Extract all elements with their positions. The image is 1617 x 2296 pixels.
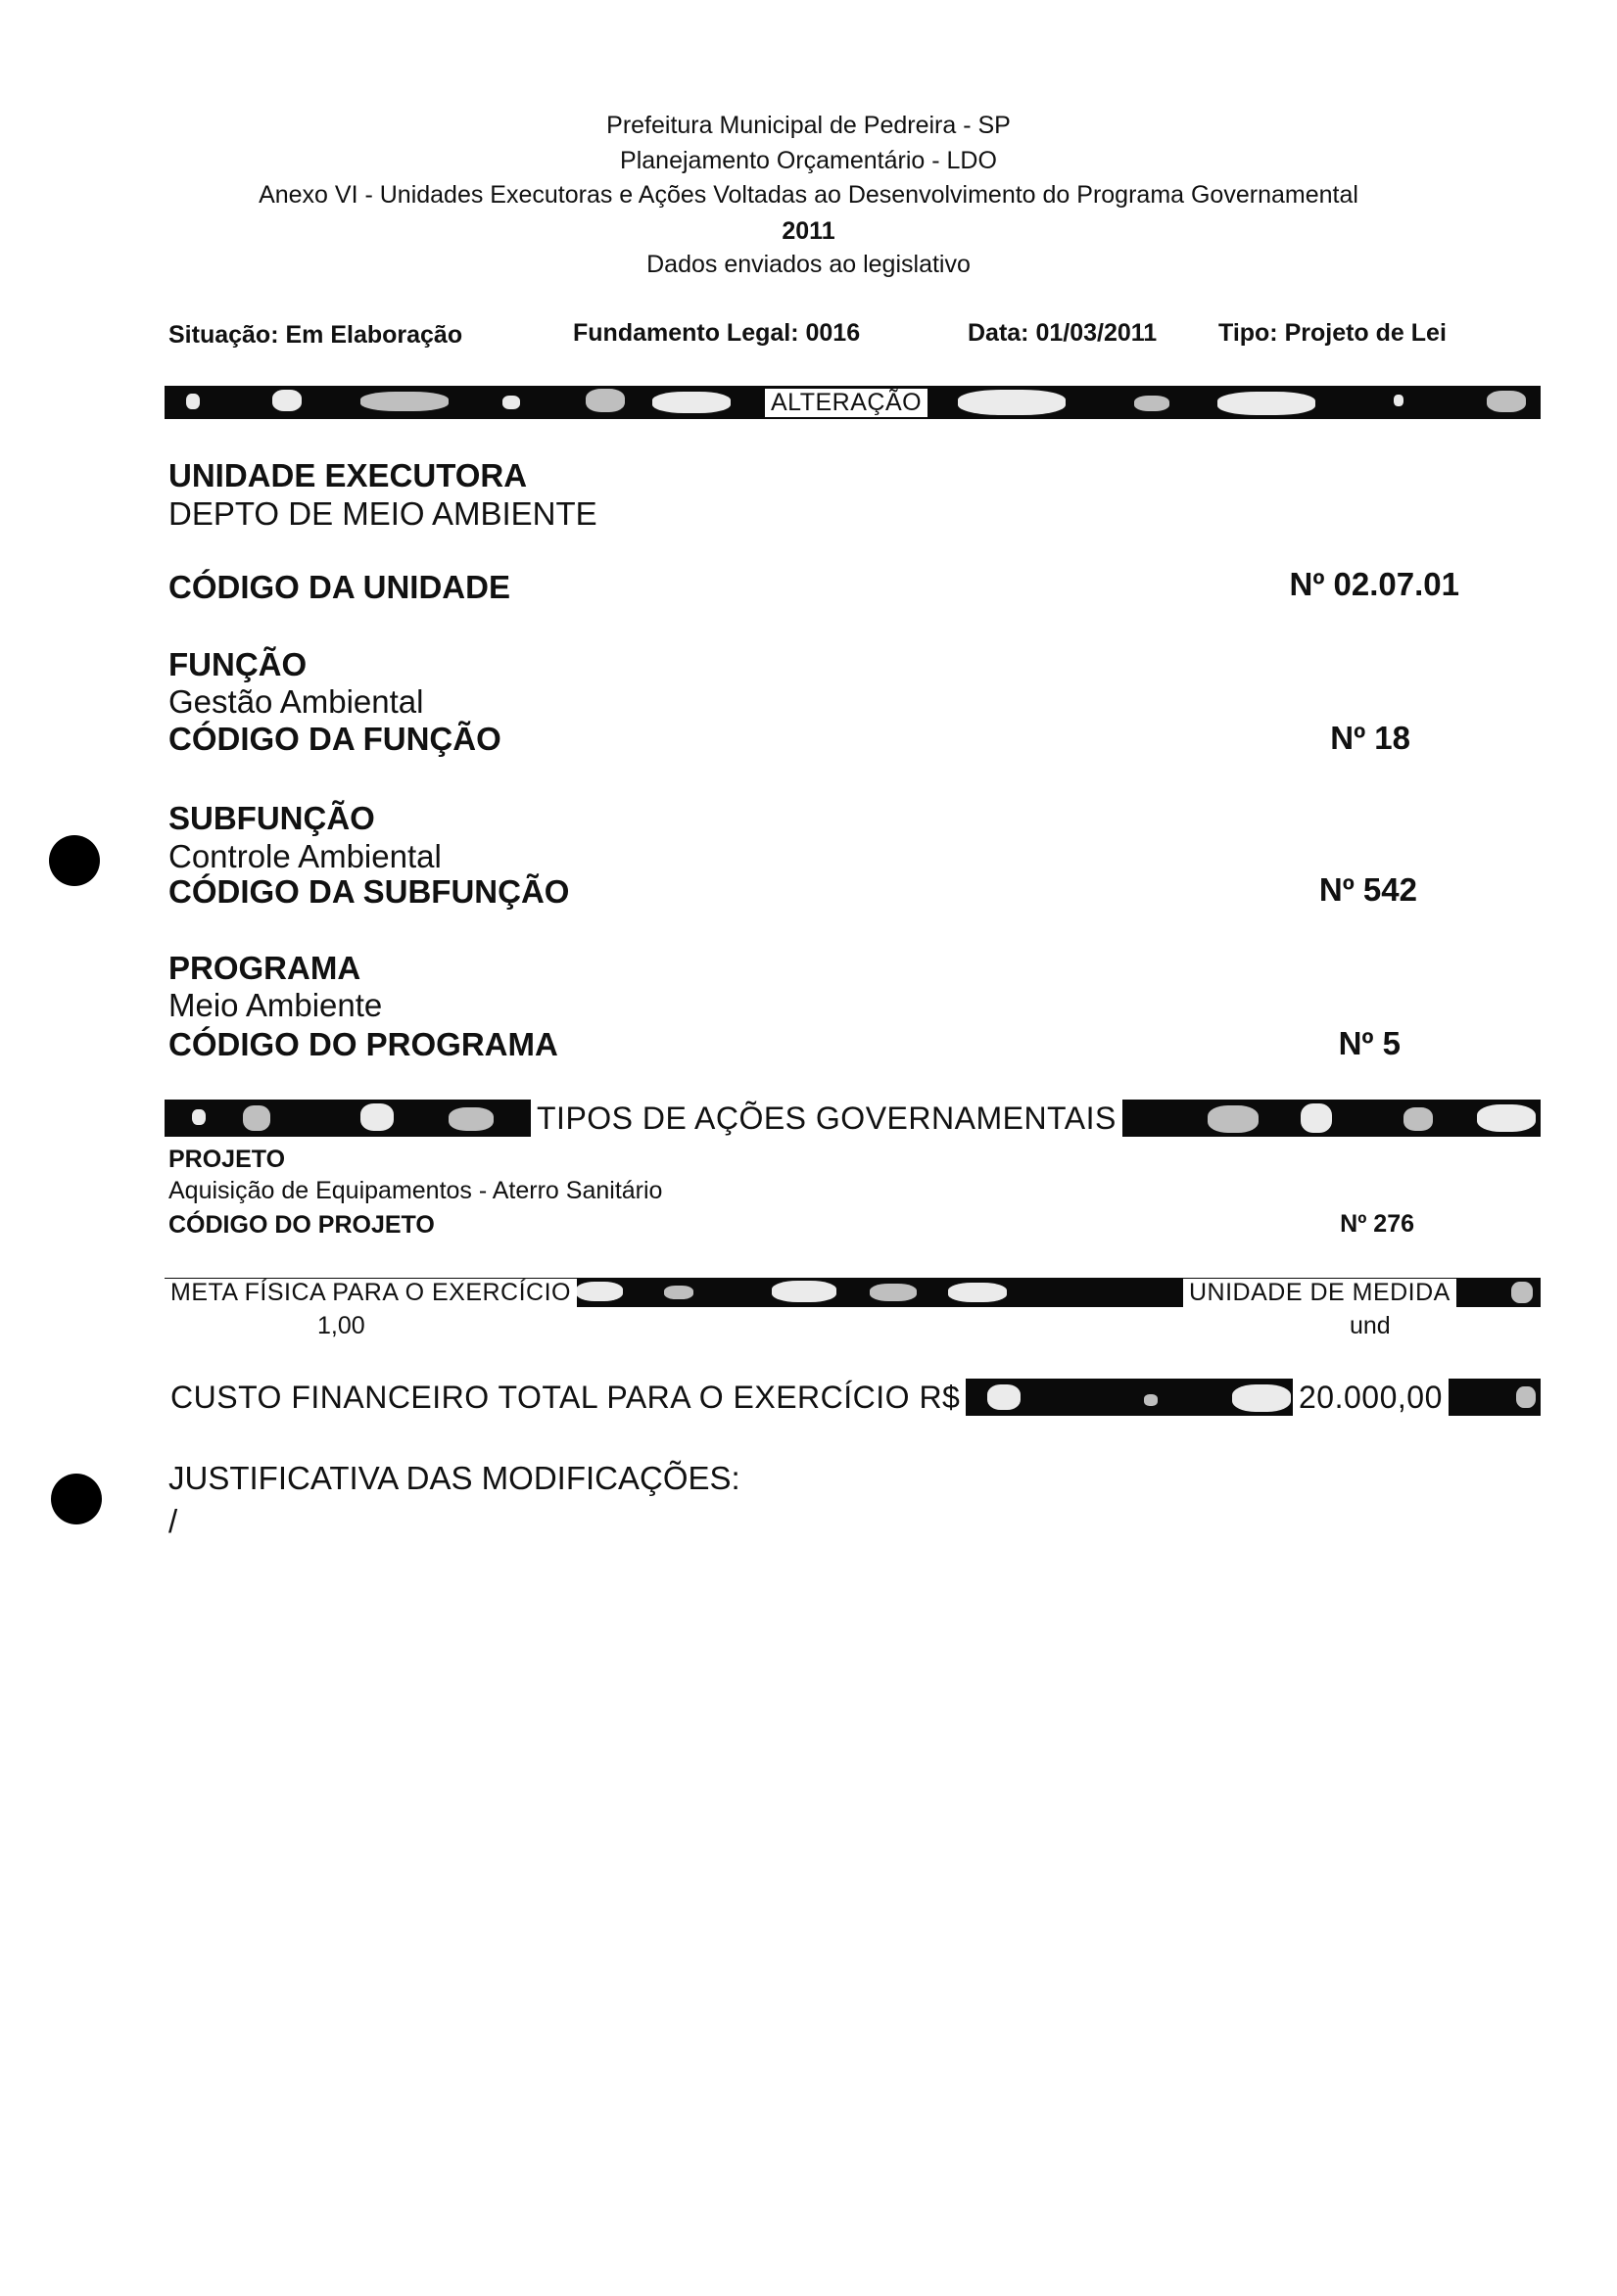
meta-fisica-value: 1,00 (317, 1312, 365, 1339)
header-line-anexo: Anexo VI - Unidades Executoras e Ações Voltadas ao Desenvolvimento do Programa Governamental (259, 181, 1358, 209)
custo-title: CUSTO FINANCEIRO TOTAL PARA O EXERCÍCIO R$ (165, 1379, 966, 1416)
header-line-planejamento: Planejamento Orçamentário - LDO (620, 147, 997, 174)
unidade-value: DEPTO DE MEIO AMBIENTE (168, 495, 597, 532)
unidade-heading: UNIDADE EXECUTORA (168, 457, 528, 493)
projeto-value: Aquisição de Equipamentos - Aterro Sanitário (168, 1177, 663, 1204)
situacao-label: Situação: Em Elaboração (168, 321, 463, 349)
meta-fisica-bar (165, 1278, 1541, 1307)
tipos-acoes-bar (165, 1100, 1541, 1137)
unidade-medida-value: und (1350, 1312, 1391, 1339)
fundamento-label: Fundamento Legal: 0016 (573, 319, 861, 347)
programa-heading: PROGRAMA (168, 950, 361, 986)
header-line-prefeitura: Prefeitura Municipal de Pedreira - SP (606, 112, 1011, 139)
codigo-unidade-label: CÓDIGO DA UNIDADE (168, 569, 510, 605)
codigo-projeto-label: CÓDIGO DO PROJETO (168, 1211, 435, 1239)
funcao-heading: FUNÇÃO (168, 646, 308, 682)
alteracao-bar (165, 386, 1541, 419)
tipo-label: Tipo: Projeto de Lei (1218, 319, 1447, 347)
custo-bar (165, 1379, 1541, 1416)
codigo-funcao-label: CÓDIGO DA FUNÇÃO (168, 721, 501, 757)
subfuncao-value: Controle Ambiental (168, 838, 442, 874)
alteracao-title: ALTERAÇÃO (765, 389, 927, 417)
programa-value: Meio Ambiente (168, 987, 383, 1023)
data-label: Data: 01/03/2011 (968, 319, 1158, 347)
subfuncao-heading: SUBFUNÇÃO (168, 800, 375, 836)
tipos-acoes-title: TIPOS DE AÇÕES GOVERNAMENTAIS (531, 1100, 1122, 1137)
unidade-medida-title: UNIDADE DE MEDIDA (1183, 1279, 1456, 1307)
codigo-programa-label: CÓDIGO DO PROGRAMA (168, 1026, 558, 1062)
punch-hole-lower (51, 1474, 102, 1524)
header-line-dados: Dados enviados ao legislativo (646, 251, 971, 278)
justificativa-value: / (168, 1503, 178, 1539)
projeto-heading: PROJETO (168, 1146, 286, 1173)
custo-value: 20.000,00 (1293, 1379, 1449, 1416)
header-year: 2011 (782, 217, 835, 245)
punch-hole-upper (49, 835, 100, 886)
meta-fisica-title: META FÍSICA PARA O EXERCÍCIO (165, 1279, 577, 1307)
codigo-unidade-value: Nº 02.07.01 (1289, 566, 1459, 602)
justificativa-label: JUSTIFICATIVA DAS MODIFICAÇÕES: (168, 1460, 740, 1496)
codigo-projeto-value: Nº 276 (1340, 1210, 1414, 1238)
codigo-programa-value: Nº 5 (1338, 1025, 1401, 1061)
funcao-value: Gestão Ambiental (168, 683, 424, 720)
codigo-subfuncao-value: Nº 542 (1318, 871, 1417, 908)
codigo-funcao-value: Nº 18 (1330, 720, 1410, 756)
codigo-subfuncao-label: CÓDIGO DA SUBFUNÇÃO (168, 873, 570, 910)
